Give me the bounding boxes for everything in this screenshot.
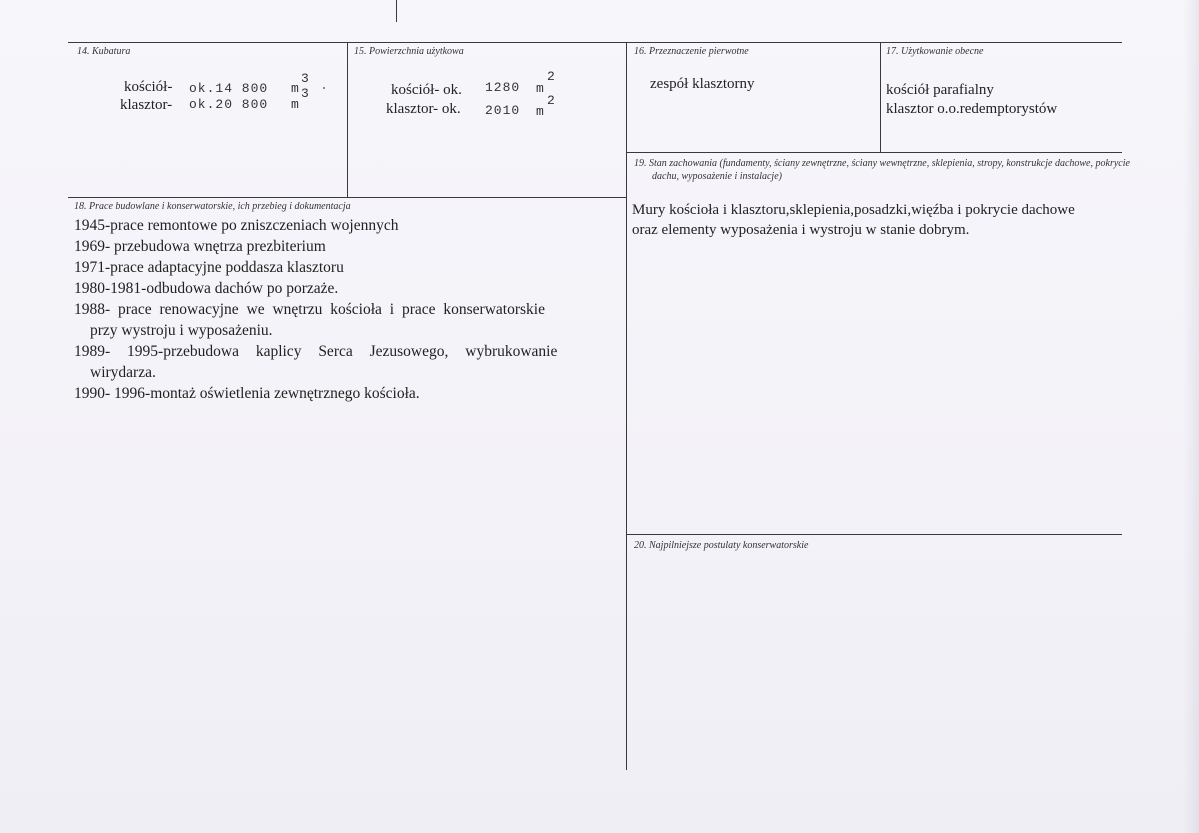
- field-16-label: 16. Przeznaczenie pierwotne: [634, 46, 749, 57]
- f18-line-continuation: wirydarza.: [90, 364, 156, 381]
- field-19-label: 19. Stan zachowania (fundamenty, ściany zewnętrzne, ściany wewnętrzne, sklepienia, stropy, konstrukcje dachowe, pokrycie dachu, wyposażenie i instalacje): [634, 158, 1130, 182]
- field-18-label: 18. Prace budowlane i konserwatorskie, ich przebieg i dokumentacja: [74, 201, 351, 212]
- row1-bottom-line: [68, 197, 626, 198]
- f15-row1-name: kościół- ok.: [391, 82, 462, 98]
- f15-row2-value: 2010: [485, 103, 521, 118]
- f14-row1-name: kościół-: [124, 79, 173, 95]
- f18-line: 1969- przebudowa wnętrza prezbiterium: [74, 238, 326, 255]
- field-20-label: 20. Najpilniejsze postulaty konserwatorskie: [634, 540, 809, 551]
- f15-row2-unit: m: [536, 104, 545, 119]
- f14-row2-name: klasztor-: [120, 97, 173, 113]
- f18-line: 1989- 1995-przebudowa kaplicy Serca Jezusowego, wybrukowanie: [74, 343, 558, 360]
- field-17-label: 17. Użytkowanie obecne: [886, 46, 984, 57]
- f18-line: 1945-prace remontowe po zniszczeniach wojennych: [74, 217, 399, 234]
- f15-row1-value: 1280: [485, 80, 521, 95]
- f14-row1-value: ok.14 800: [189, 81, 269, 96]
- f18-line: 1988- prace renowacyjne we wnętrzu kościoła i prace konserwatorskie: [74, 301, 545, 318]
- field-15-label: 15. Powierzchnia użytkowa: [354, 46, 464, 57]
- f14-row1-exp: 3: [301, 71, 309, 86]
- stray-mark: [323, 87, 325, 89]
- f19-text: Mury kościoła i klasztoru,sklepienia,posadzki,więźba i pokrycie dachowe oraz elementy wyposażenia i wystroju w stanie dobrym.: [632, 202, 1075, 238]
- f18-line: 1980-1981-odbudowa dachów po porzażе.: [74, 280, 339, 297]
- divider-16-17: [880, 42, 881, 152]
- divider-14-15: [347, 42, 348, 197]
- f14-row1-unit: m: [291, 81, 300, 96]
- f14-row2-exp: 3: [301, 86, 309, 101]
- f18-line: 1990- 1996-montaż oświetlenia zewnętrznego kościoła.: [74, 385, 420, 402]
- f17-line2: klasztor o.o.redemptorystów: [886, 101, 1058, 117]
- f17-line1: kościół parafialny: [886, 82, 994, 98]
- top-tick-line: [396, 0, 397, 22]
- f18-line-continuation: przy wystroju i wyposażeniu.: [90, 322, 273, 339]
- f15-row1-exp: 2: [547, 69, 555, 84]
- f15-row2-exp: 2: [547, 93, 555, 108]
- row1-top-line: [68, 42, 1122, 43]
- field-14-label: 14. Kubatura: [77, 46, 131, 57]
- row19-bottom-line: [626, 534, 1122, 535]
- f18-line: 1971-prace adaptacyjne poddasza klasztoru: [74, 259, 344, 276]
- f15-row1-unit: m: [536, 81, 545, 96]
- f15-row2-name: klasztor- ok.: [386, 101, 461, 117]
- f16-value: zespół klasztorny: [650, 76, 755, 92]
- row-16-17-bottom: [626, 152, 1122, 153]
- paper-edge-shadow: [1183, 0, 1199, 833]
- f18-work-list: [74, 215, 622, 404]
- f14-row2-value: ok.20 800: [189, 97, 269, 112]
- f14-row2-unit: m: [291, 97, 300, 112]
